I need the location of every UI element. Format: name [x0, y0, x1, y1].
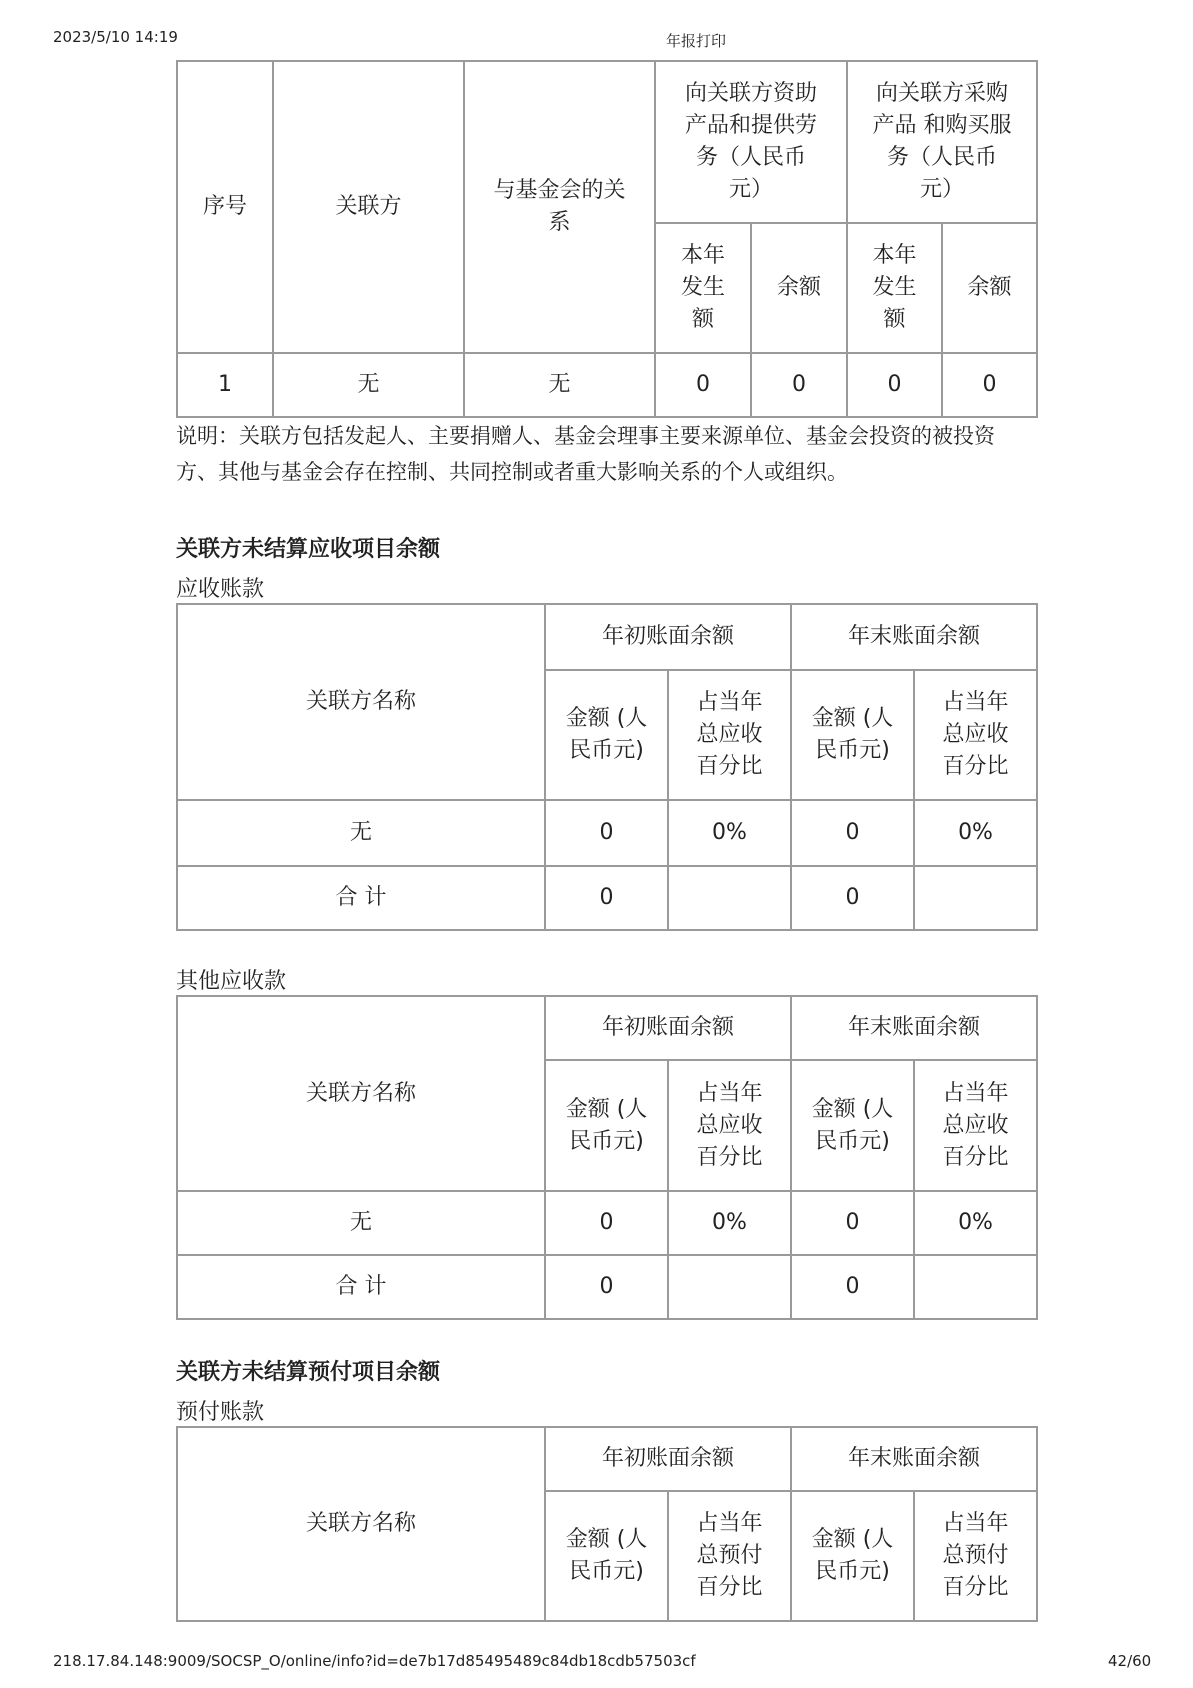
section-title-prepaid: 关联方未结算预付项目余额 [176, 1360, 441, 1385]
header-party-name: 关联方名称 [177, 604, 545, 800]
cell-purchase-balance: 0 [942, 353, 1037, 417]
header-end-balance: 年末账面余额 [791, 1427, 1037, 1491]
header-party-name: 关联方名称 [177, 996, 545, 1191]
cell-total-end-amount: 0 [791, 866, 914, 930]
cell-total-begin-amount: 0 [545, 866, 668, 930]
related-party-transactions-table [176, 60, 1038, 418]
header-purchase-balance: 余额 [942, 223, 1037, 353]
header-end-amount: 金额 (人 民币元) [791, 670, 914, 800]
header-purchase-current: 本年 发生 额 [847, 223, 942, 353]
page-url: 218.17.84.148:9009/SOCSP_O/online/info?id=de7b17d85495489c84db18cdb57503cf [53, 1652, 696, 1670]
note-text: 说明：关联方包括发起人、主要捐赠人、基金会理事主要来源单位、基金会投资的被投资方、其他与基金会存在控制、共同控制或者重大影响关系的个人或组织。 [176, 424, 995, 484]
header-begin-pct: 占当年 总应收 百分比 [668, 670, 791, 800]
header-begin-balance: 年初账面余额 [545, 604, 791, 670]
print-datetime: 2023/5/10 14:19 [53, 28, 178, 46]
header-end-pct: 占当年 总应收 百分比 [914, 1060, 1037, 1191]
table-total-row [177, 1255, 1037, 1319]
header-party: 关联方 [273, 61, 464, 353]
cell-end-amount: 0 [791, 1191, 914, 1255]
cell-party-name: 无 [177, 800, 545, 866]
header-begin-amount: 金额 (人 民币元) [545, 1060, 668, 1191]
accounts-receivable-table [176, 603, 1038, 931]
table-row [177, 1191, 1037, 1255]
subtitle-accounts-receivable: 应收账款 [176, 577, 265, 602]
header-end-balance: 年末账面余额 [791, 996, 1037, 1060]
cell-begin-amount: 0 [545, 1191, 668, 1255]
cell-total-end-amount: 0 [791, 1255, 914, 1319]
header-begin-amount: 金额 (人 民币元) [545, 670, 668, 800]
cell-purchase-current: 0 [847, 353, 942, 417]
section-title-receivable: 关联方未结算应收项目余额 [176, 537, 441, 562]
page-header-title: 年报打印 [666, 32, 727, 50]
cell-total-begin-pct [668, 1255, 791, 1319]
cell-seq: 1 [177, 353, 273, 417]
cell-total-end-pct [914, 1255, 1037, 1319]
cell-total-end-pct [914, 866, 1037, 930]
subtitle-prepaid-accounts: 预付账款 [176, 1400, 265, 1425]
header-begin-pct: 占当年 总应收 百分比 [668, 1060, 791, 1191]
cell-begin-amount: 0 [545, 800, 668, 866]
cell-party: 无 [273, 353, 464, 417]
header-begin-amount: 金额 (人 民币元) [545, 1491, 668, 1621]
cell-party-name: 无 [177, 1191, 545, 1255]
cell-end-pct: 0% [914, 800, 1037, 866]
cell-total-label: 合 计 [177, 866, 545, 930]
header-party-name: 关联方名称 [177, 1427, 545, 1621]
header-end-amount: 金额 (人 民币元) [791, 1060, 914, 1191]
cell-total-label: 合 计 [177, 1255, 545, 1319]
header-end-pct: 占当年 总预付 百分比 [914, 1491, 1037, 1621]
cell-provide-current: 0 [655, 353, 751, 417]
page-number: 42/60 [1108, 1652, 1152, 1670]
header-provide-current: 本年 发生 额 [655, 223, 751, 353]
cell-begin-pct: 0% [668, 1191, 791, 1255]
cell-total-begin-pct [668, 866, 791, 930]
cell-end-amount: 0 [791, 800, 914, 866]
cell-provide-balance: 0 [751, 353, 847, 417]
subtitle-other-receivable: 其他应收款 [176, 969, 287, 994]
header-begin-pct: 占当年 总预付 百分比 [668, 1491, 791, 1621]
table-total-row [177, 866, 1037, 930]
header-end-balance: 年末账面余额 [791, 604, 1037, 670]
header-purchase: 向关联方采购 产品 和购买服 务（人民币 元） [847, 61, 1037, 223]
table-row [177, 800, 1037, 866]
cell-relation: 无 [464, 353, 655, 417]
header-end-amount: 金额 (人 民币元) [791, 1491, 914, 1621]
other-receivable-table [176, 995, 1038, 1320]
cell-end-pct: 0% [914, 1191, 1037, 1255]
header-provide: 向关联方资助 产品和提供劳 务（人民币 元） [655, 61, 847, 223]
prepaid-accounts-table [176, 1426, 1038, 1622]
cell-total-begin-amount: 0 [545, 1255, 668, 1319]
header-end-pct: 占当年 总应收 百分比 [914, 670, 1037, 800]
header-provide-balance: 余额 [751, 223, 847, 353]
header-begin-balance: 年初账面余额 [545, 996, 791, 1060]
cell-begin-pct: 0% [668, 800, 791, 866]
header-begin-balance: 年初账面余额 [545, 1427, 791, 1491]
header-relation: 与基金会的关 系 [464, 61, 655, 353]
table-row [177, 353, 1037, 417]
header-seq: 序号 [177, 61, 273, 353]
